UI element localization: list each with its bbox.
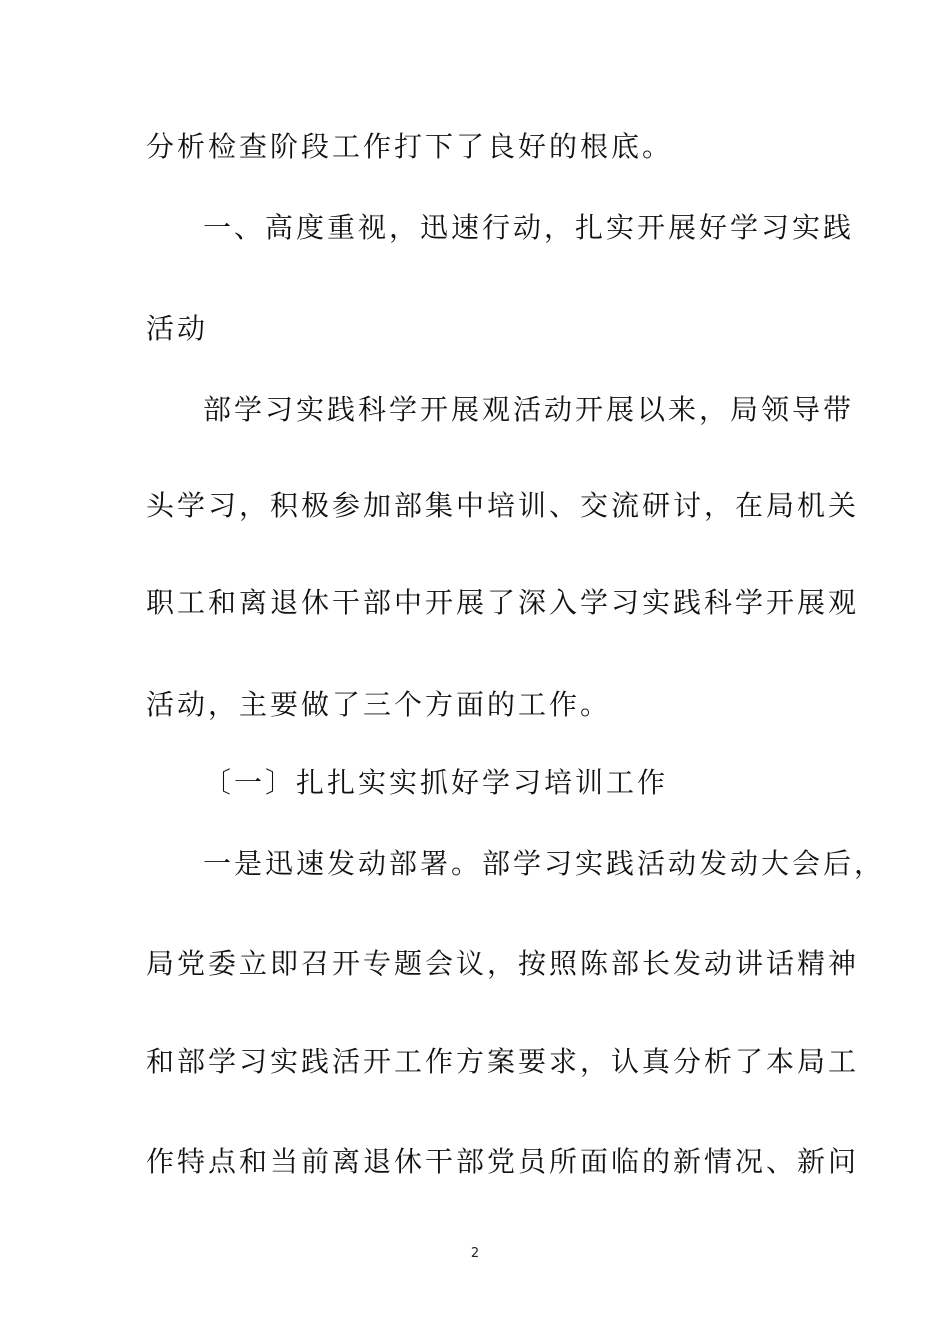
paragraph-line-2: 头学习，积极参加部集中培训、交流研讨，在局机关 bbox=[146, 489, 860, 522]
paragraph-line-8: 作特点和当前离退休干部党员所面临的新情况、新问 bbox=[146, 1145, 860, 1178]
paragraph-line-7: 和部学习实践活开工作方案要求，认真分析了本局工 bbox=[146, 1045, 860, 1078]
paragraph-line-4: 活动，主要做了三个方面的工作。 bbox=[146, 688, 612, 721]
paragraph-line-3: 职工和离退休干部中开展了深入学习实践科学开展观 bbox=[146, 586, 860, 619]
paragraph-line-1: 部学习实践科学开展观活动开展以来，局领导带 bbox=[203, 393, 855, 426]
paragraph-line-5: 一是迅速发动部署。部学习实践活动发动大会后， bbox=[203, 847, 886, 880]
text-line-3: 活动 bbox=[146, 312, 209, 345]
text-line-1: 分析检查阶段工作打下了良好的根底。 bbox=[146, 130, 674, 163]
section-heading-1: 一、高度重视，迅速行动，扎实开展好学习实践 bbox=[203, 211, 855, 244]
subsection-heading-1: 〔一〕扎扎实实抓好学习培训工作 bbox=[203, 766, 669, 799]
page-number: 2 bbox=[470, 1246, 480, 1261]
paragraph-line-6: 局党委立即召开专题会议，按照陈部长发动讲话精神 bbox=[146, 947, 860, 980]
